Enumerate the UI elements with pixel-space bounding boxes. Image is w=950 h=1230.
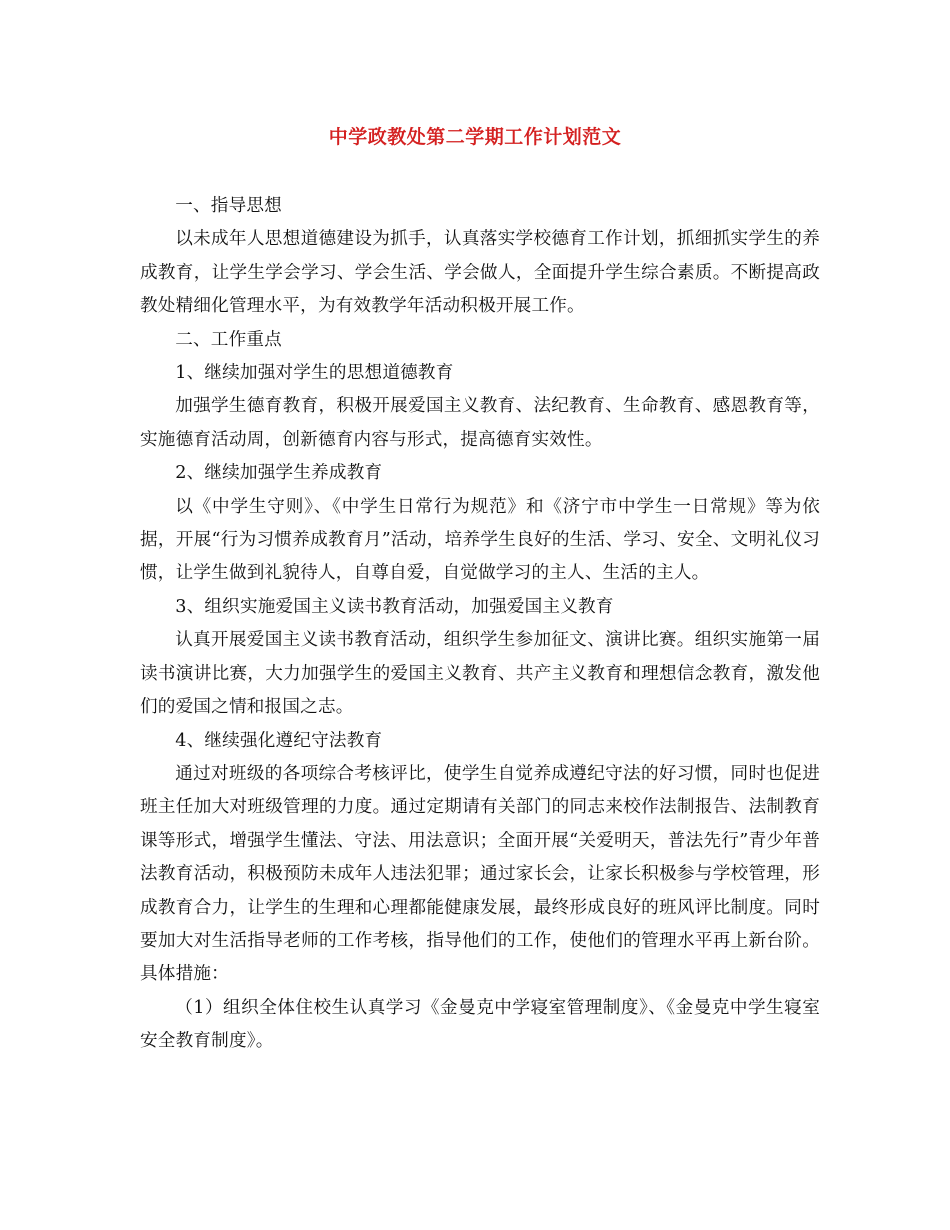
item-2-paragraph: 以《中学生守则》、《中学生日常行为规范》和《济宁市中学生一日常规》等为依据，开展“行为习惯养成教育月”活动，培养学生良好的生活、学习、安全、文明礼仪习惯，让学生做到礼貌待人，自尊自爱，自觉做学习的主人、生活的主人。 bbox=[140, 496, 820, 584]
item-4-heading: 4、继续强化遵纪守法教育 bbox=[175, 730, 383, 751]
heading-work-focus: 二、工作重点 bbox=[175, 329, 282, 350]
heading-guiding-ideology: 一、指导思想 bbox=[175, 196, 282, 216]
document-title: 中学政教处第二学期工作计划范文 bbox=[328, 126, 622, 148]
paragraph-guiding-ideology: 以未成年人思想道德建设为抓手，认真落实学校德育工作计划，抓细抓实学生的养成教育，让学生学会学习、学会生活、学会做人，全面提升学生综合素质。不断提高政教处精细化管理水平，为有效教学年活动积极开展工作。 bbox=[140, 229, 820, 317]
document-body bbox=[140, 190, 820, 1059]
item-2-heading: 2、继续加强学生养成教育 bbox=[175, 463, 383, 484]
item-1-paragraph: 加强学生德育教育，积极开展爱国主义教育、法纪教育、生命教育、感恩教育等，实施德育活动周，创新德育内容与形式，提高德育实效性。 bbox=[140, 396, 820, 450]
measure-1-paragraph: （1）组织全体住校生认真学习《金曼克中学寝室管理制度》、《金曼克中学生寝室安全教育制度》。 bbox=[140, 997, 820, 1052]
item-4-paragraph: 通过对班级的各项综合考核评比，使学生自觉养成遵纪守法的好习惯，同时也促进班主任加大对班级管理的力度。通过定期请有关部门的同志来校作法制报告、法制教育课等形式，增强学生懂法、守法、用法意识；全面开展“关爱明天，普法先行”青少年普法教育活动，积极预防未成年人违法犯罪；通过家长会，让家长积极参与学校管理，形成教育合力，让学生的生理和心理都能健康发展，最终形成良好的班风评比制度。同时要加大对生活指导老师的工作考核，指导他们的工作，使他们的管理水平再上新台阶。具体措施： bbox=[140, 763, 820, 985]
item-1-heading: 1、继续加强对学生的思想道德教育 bbox=[175, 363, 454, 384]
item-3-heading: 3、组织实施爱国主义读书教育活动，加强爱国主义教育 bbox=[175, 596, 614, 617]
item-3-paragraph: 认真开展爱国主义读书教育活动，组织学生参加征文、演讲比赛。组织实施第一届读书演讲比赛，大力加强学生的爱国主义教育、共产主义教育和理想信念教育，激发他们的爱国之情和报国之志。 bbox=[140, 630, 820, 718]
